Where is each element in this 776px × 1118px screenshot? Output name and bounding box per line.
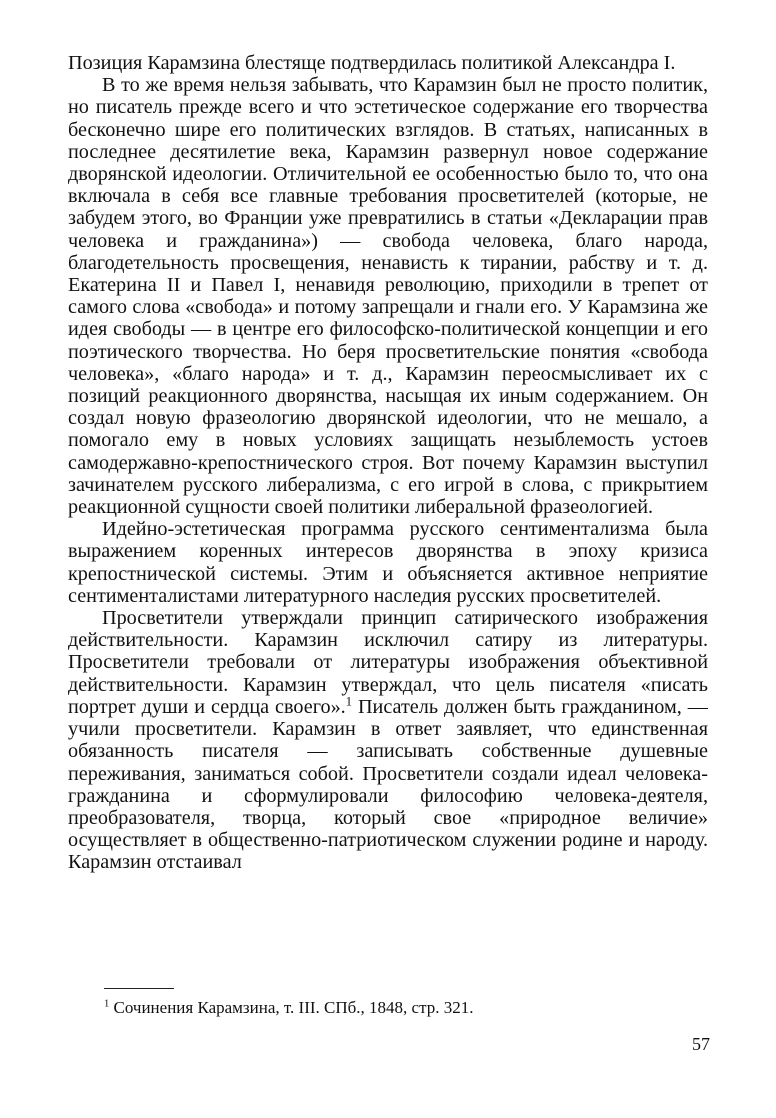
paragraph-4-after-note: Писатель должен быть гражданином, — учили просветители. Карамзин в ответ заявляет, что единственная обязанность писателя — записывать собственные душевные переживания, заниматься собой. Просветители создали идеал человека-гражданина и сформулировали философию человека-деятеля, преобразователя, творца, который свое «природное величие» осуществляет в общественно-патриотическом служении родине и народу. Карамзин отстаивал [68,695,708,874]
footnote-mark: 1 [104,998,110,1010]
page-number: 57 [692,1034,710,1054]
paragraph-4-before-note: Просветители утверждали принцип сатирического изображения действительности. Карамзин исключил сатиру из литературы. Просветители требовали от литературы изображения объективной действительности. Карамзин утверждал, что цель писателя «писать портрет души и сердца своего». [68,607,708,718]
footnote-text: Сочинения Карамзина, т. III. СПб., 1848, стр. 321. [109,998,474,1017]
footnote-reference: 1 [345,694,352,709]
paragraph-4 [68,607,708,873]
footnote [104,998,473,1018]
paragraph-3: Идейно-эстетическая программа русского сентиментализма была выражением коренных интересов дворянства в эпоху кризиса крепостнической системы. Этим и объясняется активное неприятие сентименталистами литературного наследия русских просветителей. [68,518,708,607]
paragraph-1: Позиция Карамзина блестяще подтвердилась политикой Александра I. [68,52,676,74]
page-text-block [68,52,708,874]
paragraph-2: В то же время нельзя забывать, что Карамзин был не просто политик, но писатель прежде всего и что эстетическое содержание его творчества бесконечно шире его политических взглядов. В статьях, написанных в последнее десятилетие века, Карамзин развернул новое содержание дворянской идеологии. Отличительной ее особенностью было то, что она включала в себя все главные требования просветителей (которые, не забудем этого, во Франции уже превратились в статьи «Декларации прав человека и гражданина») — свобода человека, благо народа, благодетельность просвещения, ненависть к тирании, рабству и т. д. Екатерина II и Павел I, ненавидя революцию, приходили в трепет от самого слова «свобода» и потому запрещали и гнали его. У Карамзина же идея свободы — в центре его философско-политической концепции и его поэтического творчества. Но беря просветительские понятия «свобода человека», «благо народа» и т. д., Карамзин переосмысливает их с позиций реакционного дворянства, насыщая их иным содержанием. Он создал новую фразеологию дворянской идеологии, что не мешало, а помогало ему в новых условиях защищать незыблемость устоев самодержавно-крепостнического строя. Вот почему Карамзин выступил зачинателем русского либерализма, с его игрой в слова, с прикрытием реакционной сущности своей политики либеральной фразеологией. [68,74,708,519]
footnote-divider [104,988,174,989]
